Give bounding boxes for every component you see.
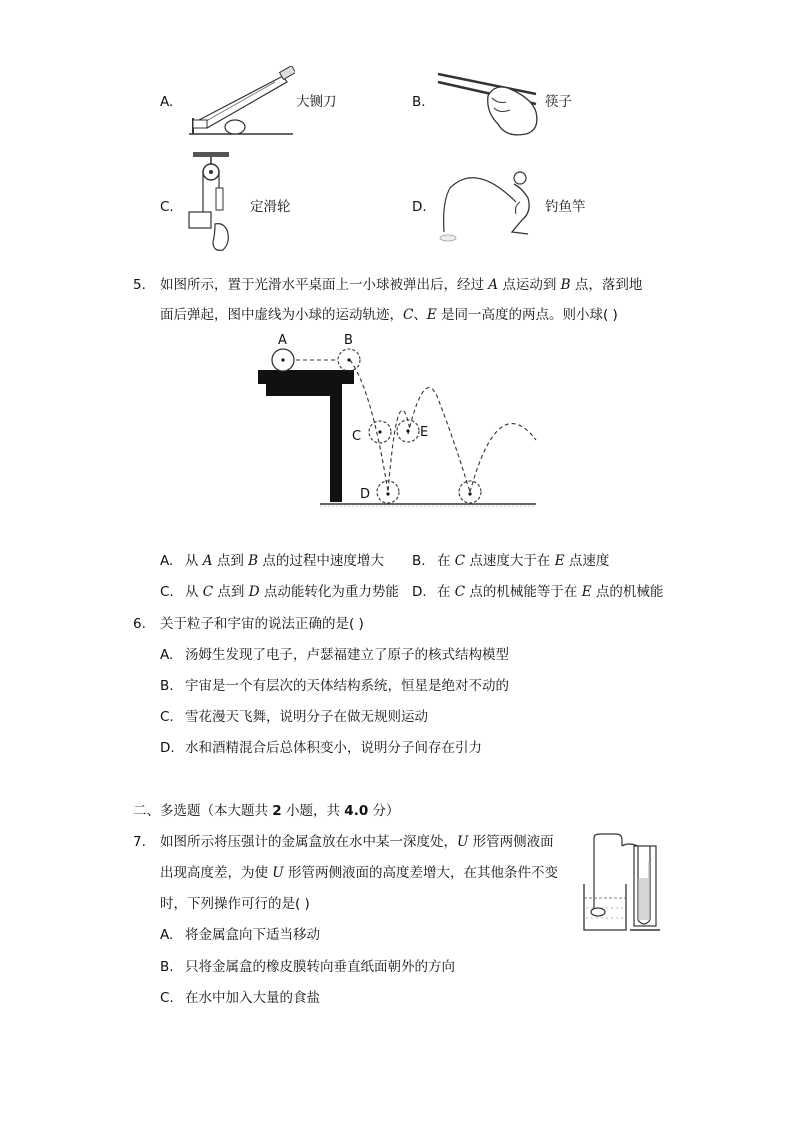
label-C: C bbox=[352, 429, 362, 444]
q6-option-a-letter: A. bbox=[160, 647, 174, 663]
q7-option-a-letter: A. bbox=[160, 927, 174, 943]
table-leg bbox=[330, 384, 342, 502]
label-A: A bbox=[278, 333, 287, 348]
pressure-gauge-diagram bbox=[582, 832, 662, 936]
label-E: E bbox=[420, 425, 429, 440]
q4-option-a-label: 大铡刀 bbox=[296, 94, 337, 110]
q5-option-b-letter: B. bbox=[412, 553, 426, 569]
q7-option-c-letter: C. bbox=[160, 990, 174, 1006]
guillotine-cutter-image bbox=[185, 66, 295, 140]
chopsticks-image bbox=[436, 68, 544, 138]
q7-stem-line1: 如图所示将压强计的金属盒放在水中某一深度处，U 形管两侧液面 bbox=[160, 834, 554, 850]
connecting-tube bbox=[594, 834, 622, 852]
q4-option-b-label: 筷子 bbox=[545, 94, 572, 110]
trajectory-second-arc bbox=[408, 388, 470, 492]
q6-option-d-letter: D. bbox=[160, 740, 175, 756]
table-lip bbox=[266, 384, 338, 396]
q5-number: 5. bbox=[133, 277, 146, 293]
label-D: D bbox=[360, 487, 371, 502]
section-heading: 二、多选题（本大题共 2 小题，共 4.0 分） bbox=[133, 803, 400, 819]
q6-option-a-text: 汤姆生发现了电子，卢瑟福建立了原子的核式结构模型 bbox=[185, 647, 509, 663]
q6-option-c-text: 雪花漫天飞舞，说明分子在做无规则运动 bbox=[185, 709, 428, 725]
q5-option-a-text: 从 A 点到 B 点的过程中速度增大 bbox=[185, 553, 384, 569]
q5-stem-line1: 如图所示，置于光滑水平桌面上一小球被弹出后，经过 A 点运动到 B 点，落到地 bbox=[160, 277, 643, 293]
q5-option-a-letter: A. bbox=[160, 553, 174, 569]
q7-option-a-text: 将金属盒向下适当移动 bbox=[185, 927, 320, 943]
table-top bbox=[258, 370, 354, 384]
q7-stem-line2: 出现高度差，为使 U 形管两侧液面的高度差增大，在其他条件不变 bbox=[160, 865, 558, 881]
q5-stem-line2: 面后弹起，图中虚线为小球的运动轨迹，C、E 是同一高度的两点。则小球( ) bbox=[160, 307, 618, 323]
ball-trajectory-diagram bbox=[240, 330, 550, 520]
q7-stem-line3: 时，下列操作可行的是( ) bbox=[160, 896, 310, 912]
q5-option-d-text: 在 C 点的机械能等于在 E 点的机械能 bbox=[437, 584, 664, 600]
trajectory-first-bounce bbox=[350, 360, 410, 492]
trajectory-third-arc bbox=[470, 424, 536, 492]
fixed-pulley-image bbox=[183, 150, 243, 256]
q6-number: 6. bbox=[133, 616, 146, 632]
ball-at-D bbox=[377, 481, 399, 503]
q5-option-b-text: 在 C 点速度大于在 E 点速度 bbox=[437, 553, 610, 569]
water-beaker bbox=[584, 884, 626, 930]
q4-option-d-label: 钓鱼竿 bbox=[545, 199, 586, 215]
fishing-rod-image bbox=[436, 162, 544, 246]
q4-option-d-letter: D. bbox=[412, 199, 427, 215]
label-B: B bbox=[344, 333, 353, 348]
q6-option-b-letter: B. bbox=[160, 678, 174, 694]
q6-option-b-text: 宇宙是一个有层次的天体结构系统，恒星是绝对不动的 bbox=[185, 678, 509, 694]
q6-option-d-text: 水和酒精混合后总体积变小，说明分子间存在引力 bbox=[185, 740, 482, 756]
q7-option-c-text: 在水中加入大量的食盐 bbox=[185, 990, 320, 1006]
q4-option-c-label: 定滑轮 bbox=[250, 199, 291, 215]
q5-option-c-letter: C. bbox=[160, 584, 174, 600]
q5-option-d-letter: D. bbox=[412, 584, 427, 600]
q4-option-b-letter: B. bbox=[412, 94, 426, 110]
q6-stem: 关于粒子和宇宙的说法正确的是( ) bbox=[160, 616, 364, 632]
q5-option-c-text: 从 C 点到 D 点动能转化为重力势能 bbox=[185, 584, 399, 600]
q7-option-b-letter: B. bbox=[160, 959, 174, 975]
q4-option-c-letter: C. bbox=[160, 199, 174, 215]
q7-number: 7. bbox=[133, 834, 146, 850]
q4-option-a-letter: A. bbox=[160, 94, 174, 110]
metal-box-probe bbox=[591, 908, 605, 916]
q7-option-b-text: 只将金属盒的橡皮膜转向垂直纸面朝外的方向 bbox=[185, 959, 455, 975]
q6-option-c-letter: C. bbox=[160, 709, 174, 725]
